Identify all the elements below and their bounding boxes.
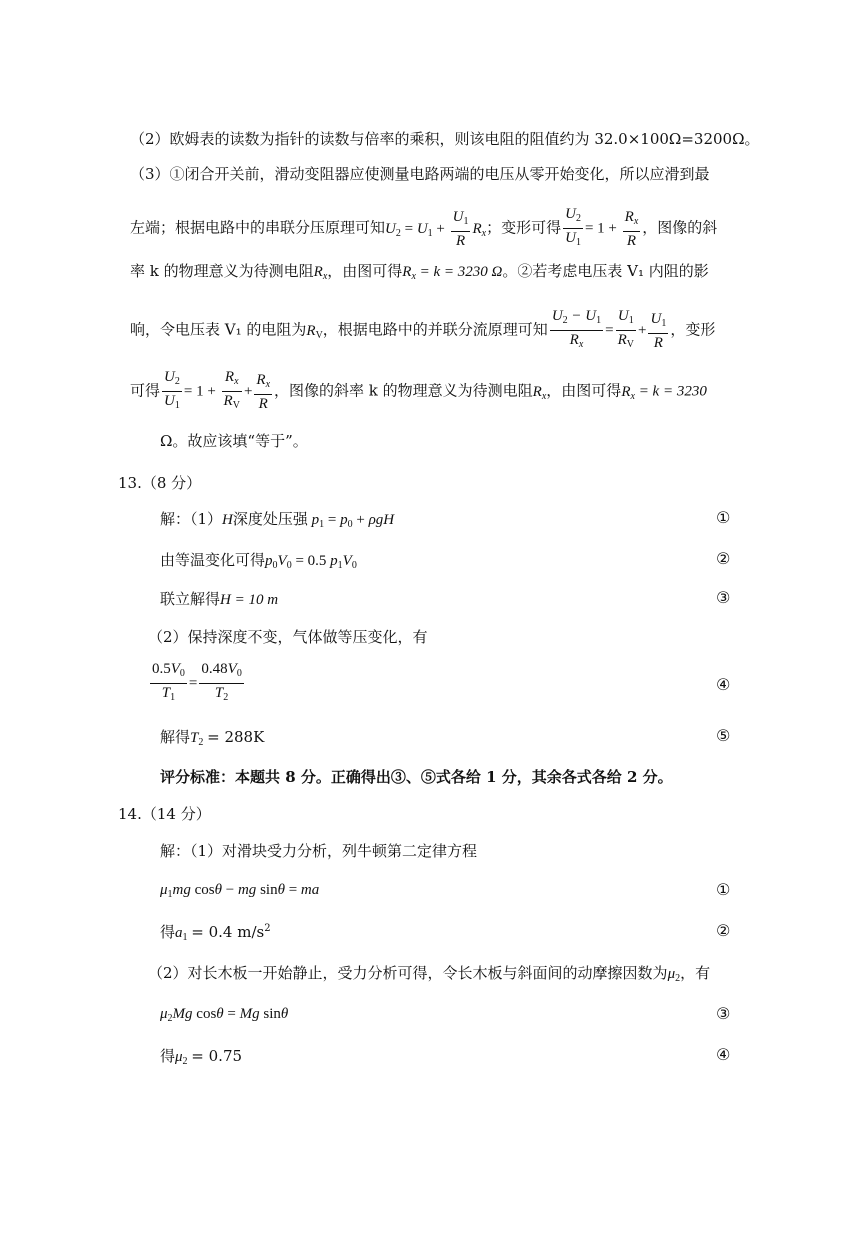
q14-line-2: $\mu_1mg$ cosθ − mg sinθ = ma [160,882,320,900]
text: 。②若考虑电压表 V₁ 内阻的影 [502,262,709,280]
fraction: $\frac{0.48V_0}{T_2}$ [201,661,242,703]
marker-4: ④ [716,675,731,694]
formula-series: $U_2 = U_1$ + $\frac{U_1}{R}$ $R_x$ [385,209,487,250]
para-3-line-4: 响，令电压表 V₁ 的电阻为$R_V$，根据电路中的并联分流原理可知 $\frac{U_2 - U_1}{R_x}$ = $\frac{U_1}{R_V}$ + $\frac{U_1}{R}$ ，变形 [130,307,715,354]
q14-line-4: （2）对长木板一开始静止，受力分析可得，令长木板与斜面间的动摩擦因数为$\mu_2$，有 [148,964,711,984]
text: 深度处压强 [232,510,308,528]
text: ；变形可得 [486,218,562,237]
result: = 0.75 [191,1047,243,1065]
text: 联立解得 [160,590,221,608]
marker-2: ② [716,921,731,940]
text: 率 k 的物理意义为待测电阻 [130,262,314,280]
text: 解：（1） [160,510,223,528]
text: 响，令电压表 V₁ 的电阻为 [130,320,307,339]
fraction: $\frac{R_x}{R_V}$ [223,369,240,411]
fraction: $\frac{U_1}{R}$ [650,310,667,351]
text: ，有 [680,964,711,982]
fraction: $\frac{0.5V_0}{T_1}$ [152,661,185,703]
result: = 0.4 m/s [191,923,265,941]
marker-5: ⑤ [716,726,731,745]
fraction: $\frac{U_1}{R_V}$ [617,308,634,350]
text: 解得 [160,728,191,746]
text: ，图像的斜率 k 的物理意义为待测电阻 [274,381,533,400]
q14-line-1: 解：（1）对滑块受力分析，列牛顿第二定律方程 [160,842,478,860]
q13-header: 13.（8 分） [118,474,202,492]
text: 可得 [130,381,161,400]
marker-3: ③ [716,588,731,607]
para-3-line-6: Ω。故应该填“等于”。 [160,432,308,450]
result: H = 10 m [220,592,279,608]
marker-1: ① [716,880,731,899]
q13-line-3 [160,588,278,609]
text: （2）对长木板一开始静止，受力分析可得，令长木板与斜面间的动摩擦因数为 [148,964,668,982]
fraction: $\frac{U_2}{U_1}$ [565,206,581,248]
marker-2: ② [716,549,731,568]
marker-1: ① [716,508,731,527]
marker-3: ③ [716,1004,731,1023]
text: 由等温变化可得 [160,551,266,569]
fraction: $\frac{R_x}{R}$ [256,371,271,412]
q14-header: 14.（14 分） [118,805,211,823]
text: 得 [160,923,176,941]
fraction: $\frac{U_2 - U_1}{R_x}$ [551,308,602,350]
para-2: （2）欧姆表的读数为指针的读数与倍率的乘积，则该电阻的阻值约为 32.0×100Ω=3200Ω。 [130,130,760,148]
fraction: $\frac{R_x}{R}$ [624,208,639,249]
text: ，根据电路中的并联分流原理可知 [322,320,548,339]
q14-line-5: $\mu_2Mg$ cosθ = Mg sinθ [160,1006,289,1024]
marker-4: ④ [716,1045,731,1064]
rk-value: = k = 3230 Ω [419,264,503,280]
fraction: $\frac{U_1}{R}$ [452,209,469,250]
q13-line-5: $\frac{0.5V_0}{T_1}$ = $\frac{0.48V_0}{T_2}$ [148,660,246,707]
q13-line-2: 由等温变化可得$p_0V_0 = 0.5$ $p_1V_0$ [160,551,357,571]
text: ，图像的斜 [642,218,718,237]
fraction: $\frac{U_2}{U_1}$ [164,369,180,411]
text: ，由图可得 [546,381,622,400]
para-3-line-5: 可得 $\frac{U_2}{U_1}$ = 1 + $\frac{R_x}{R_V}$ + $\frac{R_x}{R}$ ，图像的斜率 k 的物理意义为待测电阻$R_x$，由图可得$R_x = k = 3230$ [130,368,707,415]
rk-value-2: = k = 3230 [638,383,707,400]
q14-line-3: 得$a_1 = 0.4$ $m/s^2$ [160,923,271,943]
text: ，变形 [670,320,716,339]
text: ，由图可得 [327,262,403,280]
q14-line-6: 得$\mu_2 = 0.75$ [160,1047,243,1067]
q13-line-1: 解：（1）H深度处压强 $p_1 = p_0 + \rho gH$ [160,510,395,530]
text: 得 [160,1047,176,1065]
q13-line-6: 解得$T_2 = 288K$ [160,728,265,748]
q13-line-4: （2）保持深度不变，气体做等压变化，有 [148,628,428,646]
q13-scoring: 评分标准：本题共 8 分。正确得出③、⑤式各给 1 分，其余各式各给 2 分。 [160,768,673,786]
para-3-line-3: 率 k 的物理意义为待测电阻$R_x$，由图可得$R_x = k = 3230$ Ω。②若考虑电压表 V₁ 内阻的影 [130,262,709,282]
text: 左端；根据电路中的串联分压原理可知 [130,218,386,237]
result: = 288K [207,728,265,746]
para-3-line-1: （3）①闭合开关前，滑动变阻器应使测量电路两端的电压从零开始变化，所以应滑到最 [130,165,710,183]
para-3-line-2: 左端；根据电路中的串联分压原理可知$U_2 = U_1$ + $\frac{U_1}{R}$ $R_x$；变形可得 $\frac{U_2}{U_1}$ = 1 + $\frac{R_x}{R}$ ，图像的斜 [130,205,717,252]
